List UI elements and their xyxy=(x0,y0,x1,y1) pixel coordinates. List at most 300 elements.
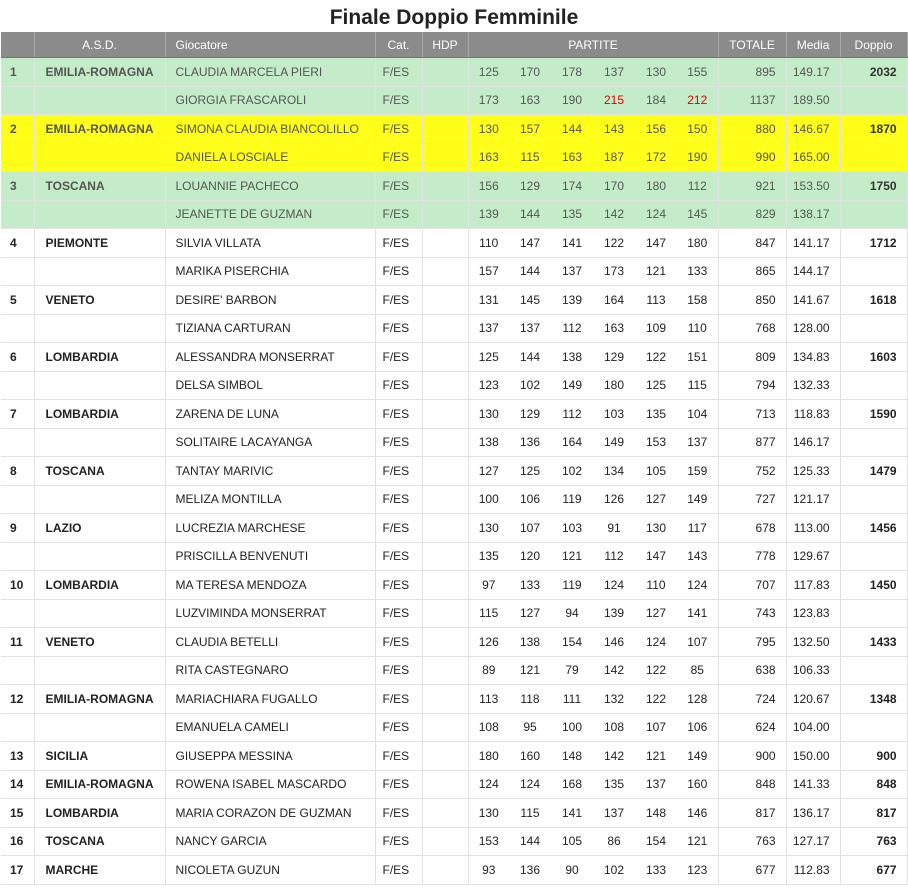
player-name-cell: CLAUDIA MARCELA PIERI xyxy=(165,58,375,87)
game-score-cell: 125 xyxy=(468,58,509,87)
header-cat[interactable]: Cat. xyxy=(375,32,422,58)
game-score-cell: 123 xyxy=(468,371,509,400)
game-score-cell: 122 xyxy=(593,229,635,258)
asd-cell: EMILIA-ROMAGNA xyxy=(34,115,165,144)
asd-cell xyxy=(34,656,165,685)
game-score-cell: 94 xyxy=(551,599,593,628)
game-score-cell: 130 xyxy=(468,799,509,828)
asd-cell: TOSCANA xyxy=(34,457,165,486)
total-cell: 724 xyxy=(718,685,786,714)
player-name-cell: EMANUELA CAMELI xyxy=(165,713,375,742)
header-media[interactable]: Media xyxy=(786,32,840,58)
game-score-cell: 86 xyxy=(593,827,635,856)
hdp-cell xyxy=(422,827,468,856)
game-score-cell: 125 xyxy=(468,343,509,372)
game-score-cell: 118 xyxy=(509,685,551,714)
game-score-cell: 159 xyxy=(677,457,718,486)
asd-cell xyxy=(34,542,165,571)
position-cell xyxy=(1,485,34,514)
position-cell: 9 xyxy=(1,514,34,543)
game-score-cell: 163 xyxy=(551,143,593,172)
game-score-cell: 115 xyxy=(677,371,718,400)
game-score-cell: 135 xyxy=(468,542,509,571)
position-cell: 6 xyxy=(1,343,34,372)
position-cell: 11 xyxy=(1,628,34,657)
header-totale[interactable]: TOTALE xyxy=(718,32,786,58)
game-score-cell: 142 xyxy=(593,742,635,771)
game-score-cell: 127 xyxy=(635,599,677,628)
game-score-cell: 100 xyxy=(551,713,593,742)
doubles-total-cell xyxy=(840,428,907,457)
hdp-cell xyxy=(422,656,468,685)
game-score-cell: 180 xyxy=(468,742,509,771)
game-score-cell: 132 xyxy=(593,685,635,714)
table-row xyxy=(1,485,907,514)
hdp-cell xyxy=(422,314,468,343)
average-cell: 189.50 xyxy=(786,86,840,115)
position-cell: 8 xyxy=(1,457,34,486)
average-cell: 165.00 xyxy=(786,143,840,172)
game-score-cell: 154 xyxy=(551,628,593,657)
average-cell: 144.17 xyxy=(786,257,840,286)
player-name-cell: RITA CASTEGNARO xyxy=(165,656,375,685)
total-cell: 817 xyxy=(718,799,786,828)
category-cell: F/ES xyxy=(375,115,422,144)
doubles-total-cell xyxy=(840,713,907,742)
position-cell: 17 xyxy=(1,856,34,885)
game-score-cell: 136 xyxy=(509,856,551,885)
player-name-cell: NANCY GARCIA xyxy=(165,827,375,856)
position-cell: 3 xyxy=(1,172,34,201)
game-score-cell: 141 xyxy=(677,599,718,628)
average-cell: 113.00 xyxy=(786,514,840,543)
position-cell: 14 xyxy=(1,770,34,799)
hdp-cell xyxy=(422,343,468,372)
average-cell: 153.50 xyxy=(786,172,840,201)
average-cell: 146.17 xyxy=(786,428,840,457)
average-cell: 117.83 xyxy=(786,571,840,600)
player-name-cell: SILVIA VILLATA xyxy=(165,229,375,258)
asd-cell: TOSCANA xyxy=(34,172,165,201)
player-name-cell: MELIZA MONTILLA xyxy=(165,485,375,514)
game-score-cell: 139 xyxy=(551,286,593,315)
game-score-cell: 106 xyxy=(509,485,551,514)
asd-cell: LOMBARDIA xyxy=(34,571,165,600)
game-score-cell: 134 xyxy=(593,457,635,486)
game-score-cell: 144 xyxy=(509,343,551,372)
player-name-cell: NICOLETA GUZUN xyxy=(165,856,375,885)
doubles-total-cell xyxy=(840,371,907,400)
header-giocatore[interactable]: Giocatore xyxy=(165,32,375,58)
table-row xyxy=(1,143,907,172)
asd-cell: MARCHE xyxy=(34,856,165,885)
asd-cell: LOMBARDIA xyxy=(34,343,165,372)
asd-cell: VENETO xyxy=(34,286,165,315)
doubles-total-cell: 1479 xyxy=(840,457,907,486)
category-cell: F/ES xyxy=(375,599,422,628)
category-cell: F/ES xyxy=(375,656,422,685)
game-score-cell: 137 xyxy=(551,257,593,286)
doubles-total-cell: 2032 xyxy=(840,58,907,87)
doubles-total-cell xyxy=(840,599,907,628)
game-score-cell: 125 xyxy=(509,457,551,486)
game-score-cell: 108 xyxy=(593,713,635,742)
total-cell: 847 xyxy=(718,229,786,258)
player-name-cell: CLAUDIA BETELLI xyxy=(165,628,375,657)
game-score-cell: 151 xyxy=(677,343,718,372)
category-cell: F/ES xyxy=(375,485,422,514)
category-cell: F/ES xyxy=(375,770,422,799)
table-row xyxy=(1,685,907,714)
game-score-cell: 122 xyxy=(635,685,677,714)
category-cell: F/ES xyxy=(375,400,422,429)
game-score-cell: 150 xyxy=(677,115,718,144)
average-cell: 120.67 xyxy=(786,685,840,714)
hdp-cell xyxy=(422,485,468,514)
position-cell xyxy=(1,713,34,742)
game-score-cell: 137 xyxy=(635,770,677,799)
asd-cell: EMILIA-ROMAGNA xyxy=(34,58,165,87)
game-score-cell: 124 xyxy=(635,200,677,229)
asd-cell: LAZIO xyxy=(34,514,165,543)
table-row xyxy=(1,713,907,742)
game-score-cell: 157 xyxy=(509,115,551,144)
game-score-cell: 112 xyxy=(593,542,635,571)
table-row xyxy=(1,514,907,543)
doubles-total-cell xyxy=(840,314,907,343)
average-cell: 129.67 xyxy=(786,542,840,571)
game-score-cell: 130 xyxy=(468,115,509,144)
game-score-cell: 160 xyxy=(677,770,718,799)
position-cell: 5 xyxy=(1,286,34,315)
game-score-cell: 130 xyxy=(468,514,509,543)
table-row xyxy=(1,257,907,286)
player-name-cell: MARIACHIARA FUGALLO xyxy=(165,685,375,714)
game-score-cell: 124 xyxy=(635,628,677,657)
game-score-cell: 103 xyxy=(551,514,593,543)
game-score-cell: 143 xyxy=(593,115,635,144)
game-score-cell: 112 xyxy=(551,314,593,343)
position-cell xyxy=(1,542,34,571)
total-cell: 713 xyxy=(718,400,786,429)
game-score-cell: 105 xyxy=(551,827,593,856)
total-cell: 900 xyxy=(718,742,786,771)
game-score-cell: 137 xyxy=(509,314,551,343)
game-score-cell: 145 xyxy=(509,286,551,315)
total-cell: 638 xyxy=(718,656,786,685)
game-score-cell: 135 xyxy=(635,400,677,429)
table-row xyxy=(1,742,907,771)
asd-cell: LOMBARDIA xyxy=(34,400,165,429)
game-score-cell: 91 xyxy=(593,514,635,543)
game-score-cell: 141 xyxy=(551,799,593,828)
game-score-cell: 138 xyxy=(551,343,593,372)
position-cell xyxy=(1,143,34,172)
average-cell: 134.83 xyxy=(786,343,840,372)
results-table xyxy=(1,32,908,885)
game-score-cell: 129 xyxy=(509,172,551,201)
game-score-cell: 121 xyxy=(551,542,593,571)
hdp-cell xyxy=(422,685,468,714)
asd-cell xyxy=(34,713,165,742)
game-score-cell: 153 xyxy=(635,428,677,457)
player-name-cell: LUCREZIA MARCHESE xyxy=(165,514,375,543)
game-score-cell: 135 xyxy=(551,200,593,229)
asd-cell xyxy=(34,371,165,400)
asd-cell: SICILIA xyxy=(34,742,165,771)
hdp-cell xyxy=(422,571,468,600)
average-cell: 136.17 xyxy=(786,799,840,828)
game-score-cell: 107 xyxy=(677,628,718,657)
game-score-cell: 153 xyxy=(468,827,509,856)
game-score-cell: 187 xyxy=(593,143,635,172)
hdp-cell xyxy=(422,257,468,286)
game-score-cell: 89 xyxy=(468,656,509,685)
doubles-total-cell: 1618 xyxy=(840,286,907,315)
position-cell xyxy=(1,656,34,685)
doubles-total-cell: 677 xyxy=(840,856,907,885)
position-cell xyxy=(1,599,34,628)
header-partite[interactable]: PARTITE xyxy=(468,32,718,58)
average-cell: 132.33 xyxy=(786,371,840,400)
game-score-cell: 142 xyxy=(593,656,635,685)
total-cell: 865 xyxy=(718,257,786,286)
category-cell: F/ES xyxy=(375,457,422,486)
game-score-cell: 133 xyxy=(635,856,677,885)
hdp-cell xyxy=(422,542,468,571)
asd-cell xyxy=(34,485,165,514)
hdp-cell xyxy=(422,58,468,87)
player-name-cell: ALESSANDRA MONSERRAT xyxy=(165,343,375,372)
game-score-cell: 164 xyxy=(593,286,635,315)
game-score-cell: 127 xyxy=(635,485,677,514)
position-cell xyxy=(1,86,34,115)
position-cell: 4 xyxy=(1,229,34,258)
game-score-cell: 125 xyxy=(635,371,677,400)
doubles-total-cell: 817 xyxy=(840,799,907,828)
player-name-cell: ROWENA ISABEL MASCARDO xyxy=(165,770,375,799)
game-score-cell: 147 xyxy=(635,229,677,258)
game-score-cell: 124 xyxy=(468,770,509,799)
game-score-cell: 212 xyxy=(677,86,718,115)
asd-cell: LOMBARDIA xyxy=(34,799,165,828)
doubles-total-cell xyxy=(840,542,907,571)
game-score-cell: 143 xyxy=(677,542,718,571)
game-score-cell: 103 xyxy=(593,400,635,429)
total-cell: 880 xyxy=(718,115,786,144)
game-score-cell: 156 xyxy=(468,172,509,201)
game-score-cell: 170 xyxy=(593,172,635,201)
header-asd[interactable]: A.S.D. xyxy=(34,32,165,58)
total-cell: 990 xyxy=(718,143,786,172)
player-name-cell: TANTAY MARIVIC xyxy=(165,457,375,486)
table-row xyxy=(1,58,907,87)
game-score-cell: 144 xyxy=(509,200,551,229)
player-name-cell: LOUANNIE PACHECO xyxy=(165,172,375,201)
game-score-cell: 144 xyxy=(509,827,551,856)
asd-cell xyxy=(34,599,165,628)
total-cell: 829 xyxy=(718,200,786,229)
category-cell: F/ES xyxy=(375,628,422,657)
position-cell: 2 xyxy=(1,115,34,144)
player-name-cell: PRISCILLA BENVENUTI xyxy=(165,542,375,571)
hdp-cell xyxy=(422,457,468,486)
player-name-cell: GIORGIA FRASCAROLI xyxy=(165,86,375,115)
game-score-cell: 115 xyxy=(509,799,551,828)
asd-cell: TOSCANA xyxy=(34,827,165,856)
table-row xyxy=(1,172,907,201)
game-score-cell: 121 xyxy=(677,827,718,856)
position-cell: 10 xyxy=(1,571,34,600)
category-cell: F/ES xyxy=(375,514,422,543)
player-name-cell: MARIA CORAZON DE GUZMAN xyxy=(165,799,375,828)
average-cell: 118.83 xyxy=(786,400,840,429)
game-score-cell: 170 xyxy=(509,58,551,87)
position-cell: 16 xyxy=(1,827,34,856)
game-score-cell: 139 xyxy=(593,599,635,628)
asd-cell: VENETO xyxy=(34,628,165,657)
total-cell: 752 xyxy=(718,457,786,486)
game-score-cell: 112 xyxy=(677,172,718,201)
game-score-cell: 137 xyxy=(468,314,509,343)
category-cell: F/ES xyxy=(375,343,422,372)
doubles-total-cell: 763 xyxy=(840,827,907,856)
game-score-cell: 110 xyxy=(468,229,509,258)
average-cell: 112.83 xyxy=(786,856,840,885)
game-score-cell: 127 xyxy=(509,599,551,628)
doubles-total-cell: 1603 xyxy=(840,343,907,372)
table-row xyxy=(1,856,907,885)
average-cell: 149.17 xyxy=(786,58,840,87)
hdp-cell xyxy=(422,428,468,457)
doubles-total-cell: 1712 xyxy=(840,229,907,258)
hdp-cell xyxy=(422,172,468,201)
player-name-cell: ZARENA DE LUNA xyxy=(165,400,375,429)
position-cell xyxy=(1,200,34,229)
category-cell: F/ES xyxy=(375,200,422,229)
position-cell: 12 xyxy=(1,685,34,714)
hdp-cell xyxy=(422,713,468,742)
page-title: Finale Doppio Femminile xyxy=(329,6,579,29)
average-cell: 106.33 xyxy=(786,656,840,685)
position-cell xyxy=(1,314,34,343)
game-score-cell: 126 xyxy=(468,628,509,657)
game-score-cell: 131 xyxy=(468,286,509,315)
game-score-cell: 130 xyxy=(468,400,509,429)
game-score-cell: 154 xyxy=(635,827,677,856)
game-score-cell: 112 xyxy=(551,400,593,429)
hdp-cell xyxy=(422,400,468,429)
total-cell: 678 xyxy=(718,514,786,543)
asd-cell xyxy=(34,86,165,115)
average-cell: 123.83 xyxy=(786,599,840,628)
total-cell: 877 xyxy=(718,428,786,457)
table-row xyxy=(1,827,907,856)
game-score-cell: 126 xyxy=(593,485,635,514)
game-score-cell: 109 xyxy=(635,314,677,343)
game-score-cell: 163 xyxy=(509,86,551,115)
category-cell: F/ES xyxy=(375,143,422,172)
asd-cell: EMILIA-ROMAGNA xyxy=(34,685,165,714)
category-cell: F/ES xyxy=(375,799,422,828)
header-doppio[interactable]: Doppio xyxy=(840,32,907,58)
game-score-cell: 137 xyxy=(593,799,635,828)
game-score-cell: 102 xyxy=(593,856,635,885)
total-cell: 778 xyxy=(718,542,786,571)
doubles-total-cell xyxy=(840,143,907,172)
game-score-cell: 129 xyxy=(593,343,635,372)
average-cell: 138.17 xyxy=(786,200,840,229)
doubles-total-cell: 1348 xyxy=(840,685,907,714)
header-hdp[interactable]: HDP xyxy=(422,32,468,58)
doubles-total-cell: 1450 xyxy=(840,571,907,600)
hdp-cell xyxy=(422,628,468,657)
game-score-cell: 115 xyxy=(509,143,551,172)
average-cell: 121.17 xyxy=(786,485,840,514)
game-score-cell: 138 xyxy=(468,428,509,457)
game-score-cell: 113 xyxy=(468,685,509,714)
hdp-cell xyxy=(422,371,468,400)
game-score-cell: 163 xyxy=(593,314,635,343)
total-cell: 850 xyxy=(718,286,786,315)
average-cell: 150.00 xyxy=(786,742,840,771)
table-row xyxy=(1,457,907,486)
game-score-cell: 158 xyxy=(677,286,718,315)
game-score-cell: 110 xyxy=(677,314,718,343)
table-row xyxy=(1,400,907,429)
average-cell: 146.67 xyxy=(786,115,840,144)
table-row xyxy=(1,371,907,400)
game-score-cell: 115 xyxy=(468,599,509,628)
category-cell: F/ES xyxy=(375,286,422,315)
total-cell: 848 xyxy=(718,770,786,799)
table-row xyxy=(1,799,907,828)
game-score-cell: 90 xyxy=(551,856,593,885)
doubles-total-cell: 1590 xyxy=(840,400,907,429)
doubles-total-cell xyxy=(840,200,907,229)
player-name-cell: SIMONA CLAUDIA BIANCOLILLO xyxy=(165,115,375,144)
game-score-cell: 149 xyxy=(677,485,718,514)
doubles-total-cell: 848 xyxy=(840,770,907,799)
game-score-cell: 122 xyxy=(635,656,677,685)
category-cell: F/ES xyxy=(375,856,422,885)
game-score-cell: 142 xyxy=(593,200,635,229)
doubles-total-cell xyxy=(840,656,907,685)
game-score-cell: 141 xyxy=(551,229,593,258)
table-body xyxy=(1,58,907,885)
category-cell: F/ES xyxy=(375,542,422,571)
game-score-cell: 137 xyxy=(593,58,635,87)
hdp-cell xyxy=(422,770,468,799)
doubles-total-cell: 1433 xyxy=(840,628,907,657)
table-row xyxy=(1,599,907,628)
game-score-cell: 130 xyxy=(635,58,677,87)
doubles-total-cell: 1750 xyxy=(840,172,907,201)
total-cell: 727 xyxy=(718,485,786,514)
average-cell: 125.33 xyxy=(786,457,840,486)
game-score-cell: 106 xyxy=(677,713,718,742)
asd-cell xyxy=(34,314,165,343)
hdp-cell xyxy=(422,115,468,144)
table-header-row xyxy=(1,32,907,58)
average-cell: 104.00 xyxy=(786,713,840,742)
doubles-total-cell: 1870 xyxy=(840,115,907,144)
game-score-cell: 113 xyxy=(635,286,677,315)
game-score-cell: 127 xyxy=(468,457,509,486)
table-row xyxy=(1,115,907,144)
category-cell: F/ES xyxy=(375,827,422,856)
average-cell: 127.17 xyxy=(786,827,840,856)
